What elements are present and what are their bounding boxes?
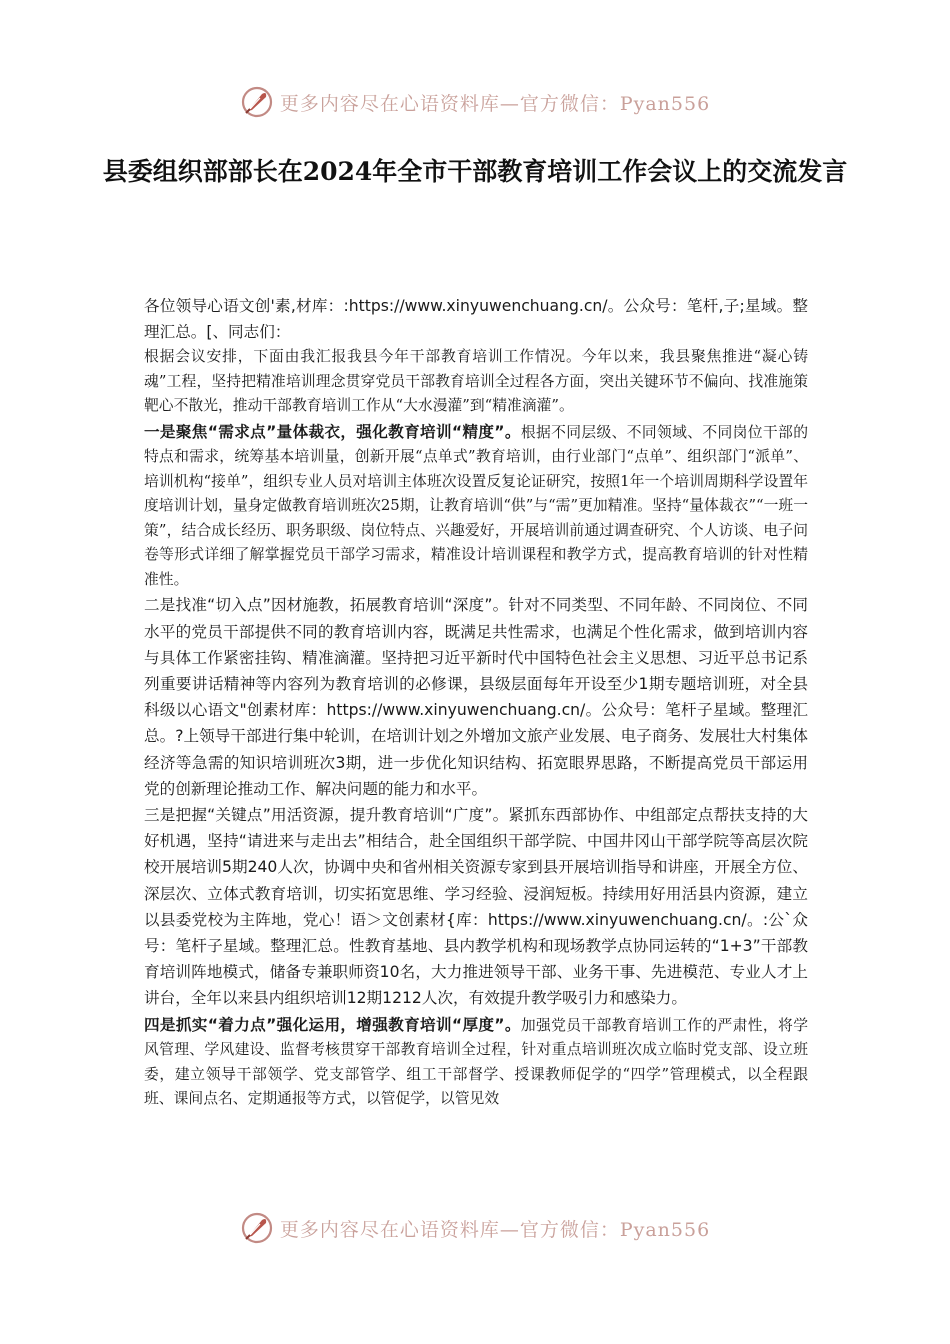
section-3-body: 紧抓东西部协作、中组部定点帮扶支持的大好机遇，坚持“请进来与走出去”相结合，赴全国组织干部学院、中国井冈山干部学院等高层次院校开展培训5期240人次，协调中央和省州相关资源专家到县开展培训指导和讲座，开展全方位、深层次、立体式教育培训，切实拓宽思维、学习经验、浸润短板。持续用好用活县内资源，建立以县委党校为主阵地，党心！语＞文创素材{库：https://www.xinyuwenchuang.cn/。:公`众号：笔杆子星域。整理汇总。性教育基地、县内教学机构和现场教学点协同运转的“1+3”干部教育培训阵地模式，储备专兼职师资10名，大力推进领导干部、业务干事、先进模范、专业人才上讲台，全年以来县内组织培训12期1212人次，有效提升教学吸引力和感染力。 — [144, 806, 808, 1008]
header-banner — [0, 82, 950, 122]
intro-paragraph: 根据会议安排，下面由我汇报我县今年干部教育培训工作情况。今年以来，我县聚焦推进“凝心铸魂”工程，坚持把精准培训理念贯穿党员干部教育培训全过程各方面，突出关键环节不偏向、找准施策靶心不散光，推动干部教育培训工作从“大水漫灌”到“精准滴灌”。 — [144, 348, 808, 415]
section-3 — [144, 802, 808, 1012]
section-2 — [144, 592, 808, 802]
section-1-heading: 一是聚焦“需求点”量体裁衣，强化教育培训“精度”。 — [144, 422, 521, 441]
section-4 — [144, 1012, 808, 1112]
salutation: 各位领导心语文创'素,材库：:https://www.xinyuwenchuang.cn/。公众号：笔杆,子;星域。整理汇总。[、同志们： — [144, 297, 808, 342]
banner-text: 更多内容尽在心语资料库—官方微信：Pyan556 — [279, 92, 711, 115]
banner-text: 更多内容尽在心语资料库—官方微信：Pyan556 — [279, 1218, 711, 1241]
feather-pen-logo-icon — [240, 1211, 274, 1245]
section-2-heading: 二是找准“切入点”因材施教，拓展教育培训“深度”。 — [144, 596, 509, 615]
section-3-heading: 三是把握“关键点”用活资源，提升教育培训“广度”。 — [144, 806, 509, 825]
feather-pen-logo-icon — [240, 85, 274, 119]
document-title: 县委组织部部长在2024年全市干部教育培训工作会议上的交流发言 — [102, 157, 848, 186]
section-2-body: 针对不同类型、不同年龄、不同岗位、不同水平的党员干部提供不同的教育培训内容，既满足共性需求，也满足个性化需求，做到培训内容与具体工作紧密挂钩、精准滴灌。坚持把习近平新时代中国特色社会主义思想、习近平总书记系列重要讲话精神等内容列为教育培训的必修课，县级层面每年开设至少1期专题培训班，对全县科级以心语文"创素材库：https://www.xinyuwenchuang.cn/。公众号：笔杆子星域。整理汇总。?上领导干部进行集中轮训，在培训计划之外增加文旅产业发展、电子商务、发展壮大村集体经济等急需的知识培训班次3期，进一步优化知识结构、拓宽眼界思路，不断提高党员干部运用党的创新理论推动工作、解决问题的能力和水平。 — [144, 596, 808, 798]
footer-banner — [0, 1208, 950, 1248]
section-4-heading: 四是抓实“着力点”强化运用，增强教育培训“厚度”。 — [144, 1015, 521, 1034]
section-1-body: 根据不同层级、不同领域、不同岗位干部的特点和需求，统筹基本培训量，创新开展“点单式”教育培训，由行业部门“点单”、组织部门“派单”、培训机构“接单”，组织专业人员对培训主体班次设置反复论证研究，按照1年一个培训周期科学设置年度培训计划，量身定做教育培训班次25期，让教育培训“供”与“需”更加精准。坚持“量体裁衣”“一班一策”，结合成长经历、职务职级、岗位特点、兴趣爱好，开展培训前通过调查研究、个人访谈、电子问卷等形式详细了解掌握党员干部学习需求，精准设计培训课程和教学方式，提高教育培训的针对性精准性。 — [144, 423, 808, 588]
section-1 — [144, 419, 808, 593]
section-4-body: 加强党员干部教育培训工作的严肃性，将学风管理、学风建设、监督考核贯穿干部教育培训全过程，针对重点培训班次成立临时党支部、设立班委，建立领导干部领学、党支部管学、组工干部督学、授课教师促学的“四学”管理模式，以全程跟班、课间点名、定期通报等方式，以管促学，以管见效 — [144, 1016, 808, 1108]
document-body — [144, 293, 808, 1112]
